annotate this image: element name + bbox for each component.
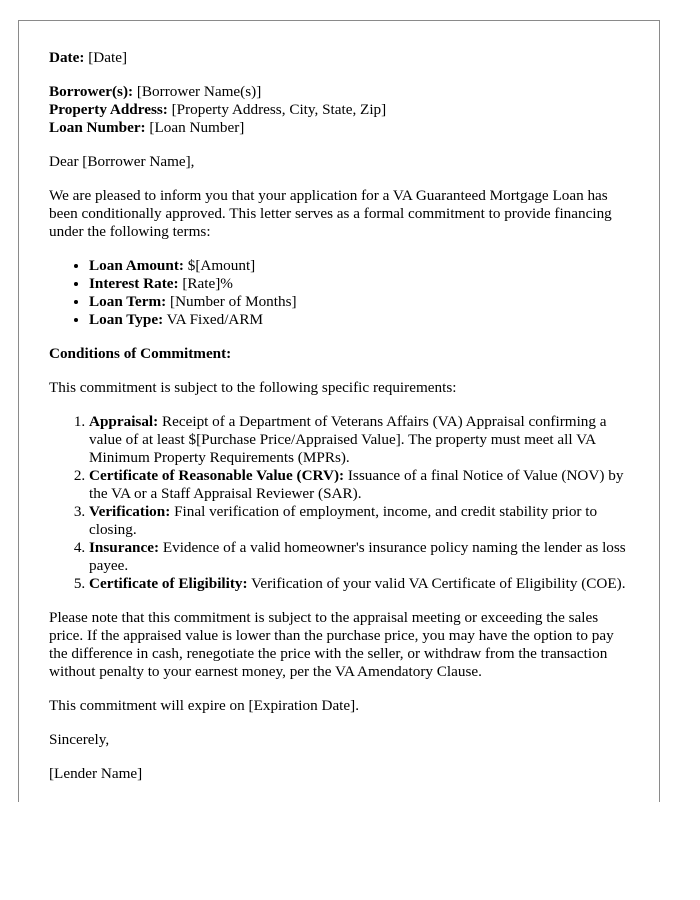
term-label: Loan Amount: — [89, 257, 184, 274]
list-item — [89, 311, 634, 329]
term-value: VA Fixed/ARM — [163, 311, 264, 328]
term-label: Loan Type: — [89, 311, 164, 328]
date-line — [49, 49, 634, 67]
term-value: $[Amount] — [183, 257, 256, 274]
list-item — [89, 257, 634, 275]
letter-body — [49, 49, 634, 799]
list-item — [89, 539, 634, 575]
expiration-line: This commitment will expire on [Expiration Date]. — [49, 697, 360, 714]
condition-label: Certificate of Reasonable Value (CRV): — [89, 467, 345, 484]
closing: Sincerely, — [49, 731, 110, 748]
list-item — [89, 575, 634, 593]
loan-number-line — [49, 119, 634, 137]
property-line — [49, 101, 634, 119]
term-label: Loan Term: — [89, 293, 167, 310]
loan-number-label: Loan Number: — [49, 119, 146, 136]
appraisal-note: Please note that this commitment is subject to the appraisal meeting or exceeding the sales price. If the appraised value is lower than the purchase price, you may have the option to pay the difference in cash, renegotiate the price with the seller, or withdraw from the transaction without penalty to your earnest money, per the VA Amendatory Clause. — [49, 609, 614, 680]
loan-details — [49, 83, 634, 137]
condition-label: Certificate of Eligibility: — [89, 575, 248, 592]
list-item — [89, 467, 634, 503]
conditions-intro: This commitment is subject to the following specific requirements: — [49, 379, 457, 396]
date-value: [Date] — [84, 49, 128, 66]
condition-label: Insurance: — [89, 539, 160, 556]
loan-terms-list — [49, 257, 634, 329]
list-item — [89, 275, 634, 293]
condition-label: Appraisal: — [89, 413, 159, 430]
conditions-heading: Conditions of Commitment: — [49, 345, 232, 362]
condition-label: Verification: — [89, 503, 171, 520]
condition-text: Receipt of a Department of Veterans Affairs (VA) Appraisal confirming a value of at least $[Purchase Price/Appraised Value]. The property must meet all VA Minimum Property Requirements (MPRs). — [89, 413, 607, 466]
letter-page — [18, 20, 660, 802]
property-value: [Property Address, City, State, Zip] — [167, 101, 387, 118]
property-label: Property Address: — [49, 101, 168, 118]
intro-paragraph: We are pleased to inform you that your application for a VA Guaranteed Mortgage Loan has been conditionally approved. This letter serves as a formal commitment to provide financing under the following terms: — [49, 187, 612, 240]
date-label: Date: — [49, 49, 85, 66]
conditions-list — [49, 413, 634, 593]
list-item — [89, 293, 634, 311]
condition-text: Final verification of employment, income, and credit stability prior to closing. — [89, 503, 598, 538]
condition-text: Issuance of a final Notice of Value (NOV) by the VA or a Staff Appraisal Reviewer (SAR). — [89, 467, 624, 502]
borrower-label: Borrower(s): — [49, 83, 134, 100]
term-value: [Number of Months] — [166, 293, 297, 310]
condition-text: Verification of your valid VA Certificate of Eligibility (COE). — [247, 575, 626, 592]
list-item — [89, 503, 634, 539]
borrower-line — [49, 83, 634, 101]
signature: [Lender Name] — [49, 765, 143, 782]
term-value: [Rate]% — [178, 275, 233, 292]
salutation: Dear [Borrower Name], — [49, 153, 195, 170]
list-item — [89, 413, 634, 467]
term-label: Interest Rate: — [89, 275, 179, 292]
borrower-value: [Borrower Name(s)] — [133, 83, 262, 100]
condition-text: Evidence of a valid homeowner's insurance policy naming the lender as loss payee. — [89, 539, 626, 574]
loan-number-value: [Loan Number] — [145, 119, 245, 136]
